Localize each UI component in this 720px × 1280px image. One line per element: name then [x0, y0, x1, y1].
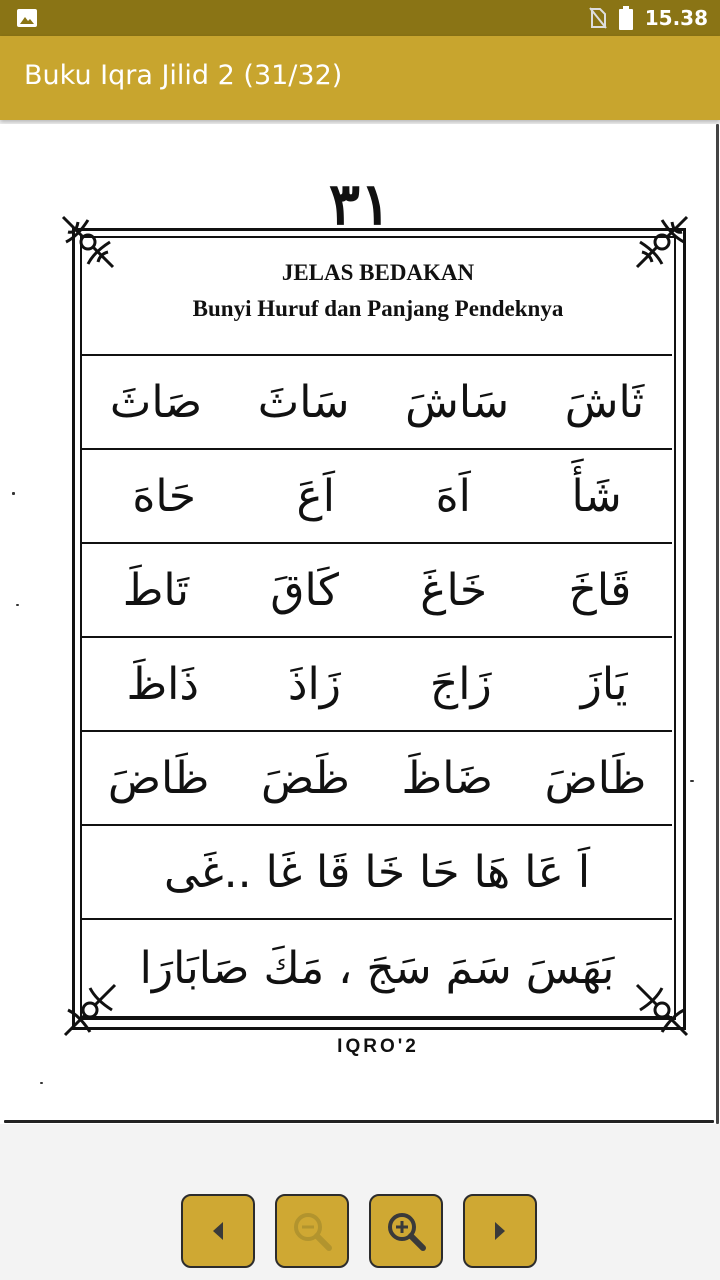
- next-page-button[interactable]: [463, 1194, 537, 1268]
- letter-cell: تَاطَ: [122, 564, 190, 616]
- clock: 15.38: [644, 6, 708, 30]
- zoom-out-icon: [290, 1209, 334, 1253]
- letter-row: [82, 542, 672, 636]
- letter-cell: حَاهَ: [132, 470, 196, 522]
- page-number: ٣١: [328, 170, 392, 238]
- image-notification-icon: [16, 8, 38, 28]
- letter-cell: ذَاظَ: [126, 658, 199, 710]
- letter-cell: قَاخَ: [568, 564, 632, 616]
- letter-row: [82, 448, 672, 542]
- scan-speck: [40, 1082, 43, 1084]
- next-icon: [490, 1219, 510, 1243]
- prev-icon: [208, 1219, 228, 1243]
- page-heading: JELAS BEDAKAN: [281, 260, 475, 285]
- letter-cell: سَاثَ: [257, 376, 350, 428]
- letter-cell: ظَضَ: [261, 752, 350, 804]
- letter-cell: زَاجَ: [429, 658, 492, 710]
- letter-cell: اَعَ: [296, 470, 336, 522]
- book-label: IQRO'2: [337, 1036, 419, 1057]
- letter-cell: زَاذَ: [287, 658, 341, 710]
- zoom-in-icon: [384, 1209, 428, 1253]
- letter-row: [82, 918, 672, 1018]
- battery-icon: [619, 6, 633, 30]
- zoom-out-button[interactable]: [275, 1194, 349, 1268]
- page-subheading: Bunyi Huruf dan Panjang Pendeknya: [192, 296, 564, 321]
- letter-cell: اَ عَا هَا حَا خَا قَا غَا ..غَى: [163, 846, 591, 898]
- zoom-in-button[interactable]: [369, 1194, 443, 1268]
- letter-row: [82, 354, 672, 448]
- letter-row: [82, 636, 672, 730]
- letter-cell: اَهَ: [435, 470, 471, 522]
- no-sim-icon: [589, 7, 607, 29]
- letter-row: [82, 824, 672, 918]
- letter-cell: خَاغَ: [420, 564, 488, 616]
- letter-cell: ظَاضَ: [544, 752, 647, 804]
- letter-cell: ضَاظَ: [401, 752, 494, 804]
- letter-cell: ثَاشَ: [564, 376, 645, 428]
- bottom-navigation: [0, 1124, 720, 1280]
- status-bar: [0, 0, 720, 36]
- letter-cell: ظَاضَ: [107, 752, 210, 804]
- scan-speck: [690, 780, 694, 782]
- letter-cell: بَهَسَ سَمَ سَجَ ، مَكَ صَابَارَا: [139, 942, 615, 994]
- letter-row: [82, 730, 672, 824]
- letter-cell: شَأَ: [571, 470, 622, 522]
- letter-cell: صَاثَ: [109, 376, 203, 428]
- prev-page-button[interactable]: [181, 1194, 255, 1268]
- letter-table: [82, 354, 672, 1018]
- app-bar: [0, 36, 720, 120]
- page-title: Buku Iqra Jilid 2 (31/32): [24, 60, 343, 91]
- letter-cell: يَازَ: [580, 658, 628, 710]
- letter-cell: كَاقَ: [270, 564, 339, 616]
- scan-speck: [16, 604, 19, 606]
- scan-speck: [12, 492, 15, 495]
- letter-cell: سَاشَ: [405, 376, 510, 428]
- page-edge-line: [4, 1120, 714, 1123]
- page-edge-line: [716, 124, 719, 1124]
- book-page[interactable]: [0, 124, 720, 1124]
